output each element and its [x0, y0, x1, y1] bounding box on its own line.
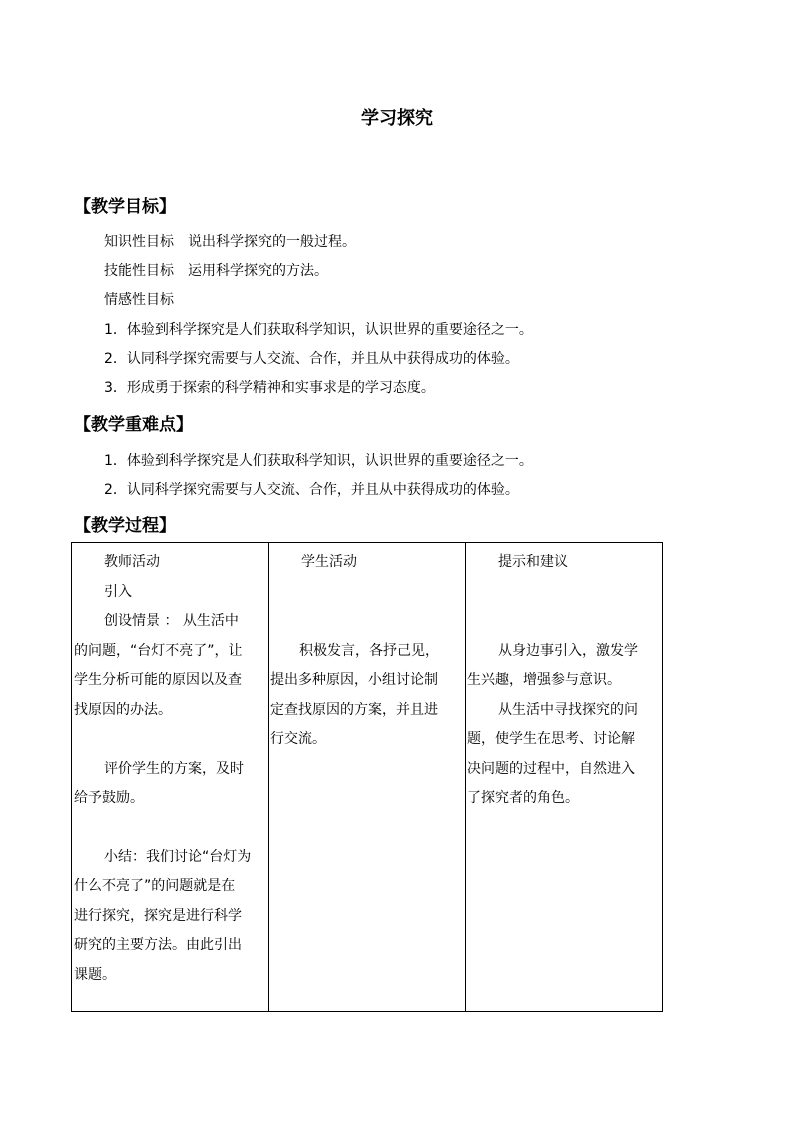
goal-skill: 技能性目标 运用科学探究的方法。	[104, 263, 328, 279]
tips-line: 从身边事引入，激发学	[498, 643, 638, 659]
student-line: 积极发言，各抒己见，	[299, 643, 439, 659]
student-activity-column	[269, 543, 466, 1012]
teacher-line: 找原因的办法。	[74, 702, 172, 718]
teacher-line: 什么不亮了”的问题就是在	[74, 878, 236, 894]
teacher-line: 进行探究，探究是进行科学	[74, 908, 242, 924]
goal-item: 1．体验到科学探究是人们获取科学知识，认识世界的重要途径之一。	[104, 322, 533, 338]
column-header-tips: 提示和建议	[498, 554, 568, 570]
teacher-line: 研究的主要方法。由此引出	[74, 937, 242, 953]
column-header-teacher: 教师活动	[104, 554, 160, 570]
goals-heading: 【教学目标】	[74, 197, 176, 217]
tips-line: 了探究者的角色。	[467, 790, 579, 806]
document-title: 学习探究	[361, 108, 433, 129]
tips-line: 生兴趣，增强参与意识。	[467, 672, 621, 688]
teacher-line: 小结：我们讨论“台灯为	[104, 849, 252, 865]
goal-item: 3．形成勇于探索的科学精神和实事求是的学习态度。	[104, 380, 435, 396]
tips-line: 从生活中寻找探究的问	[498, 702, 638, 718]
student-line: 定查找原因的方案，并且进	[270, 702, 438, 718]
tips-column	[466, 543, 663, 1012]
teaching-process-table	[71, 542, 663, 1012]
teacher-line: 学生分析可能的原因以及查	[74, 672, 242, 688]
student-line: 提出多种原因，小组讨论制	[270, 672, 438, 688]
goal-emotion: 情感性目标	[104, 292, 174, 308]
teacher-line: 给予鼓励。	[74, 790, 144, 806]
teacher-activity-column	[72, 543, 269, 1012]
student-line: 行交流。	[270, 731, 326, 747]
tips-line: 题，使学生在思考、讨论解	[467, 731, 635, 747]
process-heading: 【教学过程】	[74, 516, 176, 536]
keypoint-item: 2．认同科学探究需要与人交流、合作，并且从中获得成功的体验。	[104, 482, 519, 498]
teacher-line: 课题。	[74, 967, 116, 983]
teacher-line: 创设情景 ： 从生活中	[104, 613, 239, 629]
teacher-line: 的问题，“台灯不亮了”，让	[74, 643, 243, 659]
keypoint-item: 1．体验到科学探究是人们获取科学知识，认识世界的重要途径之一。	[104, 453, 533, 469]
keypoints-heading: 【教学重难点】	[74, 415, 193, 435]
column-header-student: 学生活动	[301, 554, 357, 570]
teacher-line: 评价学生的方案，及时	[104, 761, 244, 777]
teacher-line: 引入	[104, 584, 132, 600]
goal-item: 2．认同科学探究需要与人交流、合作，并且从中获得成功的体验。	[104, 351, 519, 367]
tips-line: 决问题的过程中，自然进入	[467, 761, 635, 777]
goal-knowledge: 知识性目标 说出科学探究的一般过程。	[104, 234, 356, 250]
